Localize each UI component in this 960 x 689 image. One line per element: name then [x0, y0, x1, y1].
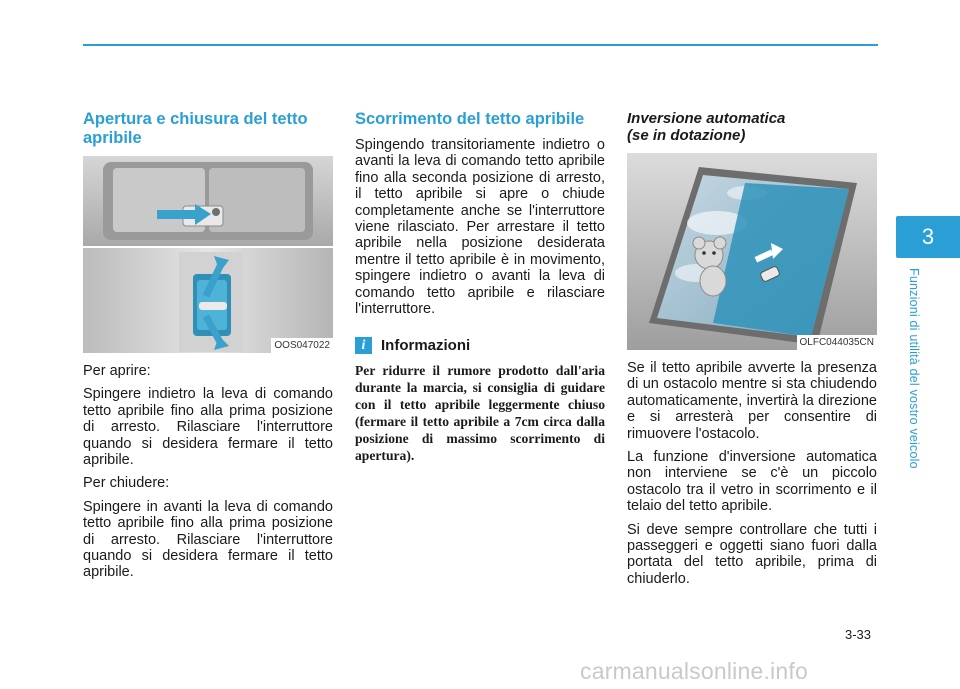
middle-column: [355, 110, 605, 464]
paragraph: Se il tetto apribile avverte la presenza di un ostacolo mentre si sta chiudendo automaticamente, invertirà la direzione e si arresterà per consentire di rimuovere l'ostacolo.: [627, 360, 877, 442]
sunroof-switch-illustration: [83, 156, 333, 353]
sunroof-switch-figure: [83, 156, 333, 353]
left-column: [83, 110, 333, 588]
paragraph: La funzione d'inversione automatica non interviene se c'è un piccolo ostacolo tra il vetro in scorrimento e il telaio del tetto apribile.: [627, 449, 877, 515]
page-number: 3-33: [845, 627, 872, 642]
heading-line: (se in dotazione): [627, 127, 746, 144]
paragraph: Per chiudere:: [83, 475, 170, 492]
paragraph: Si deve sempre controllare che tutti i passeggeri e oggetti siano fuori dalla portata del tetto apribile, prima di chiuderlo.: [627, 521, 877, 587]
right-column: [627, 110, 877, 594]
paragraph: Per aprire:: [83, 363, 151, 379]
heading-line: Inversione automatica: [627, 110, 786, 127]
section-heading-auto-reverse: [627, 110, 877, 144]
chapter-title: Funzioni di utilità del vostro veicolo: [907, 268, 921, 469]
chapter-tab[interactable]: [896, 216, 960, 258]
paragraph: Spingendo transitoriamente indietro o avanti la leva di comando tetto apribile fino alla seconda posizione di arresto, il tetto apribile si apre o chiude completamente anche se l'interruttore viene rilasciato. Per arrestare il tetto apribile nella posizione desiderata mentre il tetto apribile è in movimento, spingere indietro o avanti la leva di comando tetto apribile e rilasciare l'interruttore.: [355, 137, 605, 318]
paragraph: Spingere in avanti la leva di comando tetto apribile fino alla prima posizione di arresto. Rilasciare l'interruttore quando si desidera fermare il tetto apribile.: [83, 498, 333, 581]
watermark: carmanualsonline.info: [580, 658, 808, 684]
info-title: Informazioni: [381, 337, 471, 355]
section-heading-open-close: Apertura e chiusura del tetto apribile: [83, 110, 308, 147]
section-heading-sliding: Scorrimento del tetto apribile: [355, 110, 585, 128]
chapter-number: 3: [921, 224, 935, 249]
info-icon: i: [355, 337, 372, 354]
info-text: Per ridurre il rumore prodotto dall'aria durante la marcia, si consiglia di guidare con il tetto apribile leggermente chiuso (fermare il tetto apribile a 7cm circa dalla posizione di massimo scorrimento di apertura).: [355, 363, 605, 464]
sunroof-obstacle-illustration: [627, 153, 877, 350]
sunroof-obstacle-figure: [627, 153, 877, 350]
figure-code: OLFC044035CN: [797, 335, 877, 350]
header-rule: [83, 44, 878, 46]
figure-code: OOS047022: [271, 338, 333, 353]
paragraph: Spingere indietro la leva di comando tetto apribile fino alla prima posizione di arresto. Rilasciare l'interruttore quando si desidera fermare il tetto apribile.: [83, 386, 333, 469]
info-box-header: [355, 337, 605, 354]
